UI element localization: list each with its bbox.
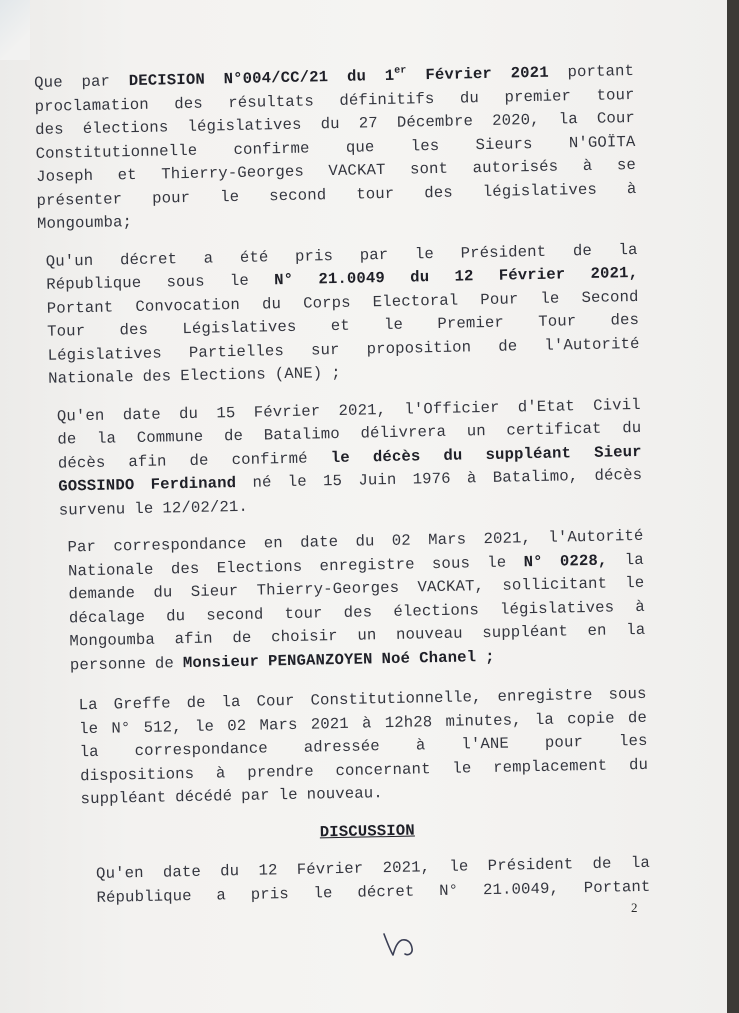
word: de <box>186 693 206 713</box>
word: le <box>414 244 435 263</box>
word: de <box>223 426 244 446</box>
word: de <box>592 854 612 873</box>
word: Portant <box>46 297 114 318</box>
word: pour <box>544 733 584 752</box>
word: à <box>215 763 226 782</box>
word: 2021 <box>310 714 349 734</box>
word: des <box>34 120 64 139</box>
word: Second <box>581 287 639 307</box>
word: 2020, <box>491 110 540 130</box>
word: 02 <box>227 716 247 735</box>
word: des <box>142 367 172 386</box>
word: date <box>122 405 161 424</box>
paragraph <box>47 683 649 813</box>
word: 512, <box>143 717 182 737</box>
paragraph <box>34 60 637 237</box>
bold-word: Chanel <box>418 647 477 667</box>
word: N° <box>439 881 459 900</box>
word: la <box>221 692 241 712</box>
bold-word: 21.0049 <box>318 268 386 289</box>
word: tour <box>596 85 635 105</box>
word: Mongoumba; <box>36 213 133 233</box>
word: le <box>625 573 645 593</box>
word: le <box>194 717 215 736</box>
word: du <box>153 583 173 602</box>
word: survenu <box>58 499 126 520</box>
word: Thierry-Georges <box>256 578 400 600</box>
word: 2021, <box>483 529 532 549</box>
word: élections <box>393 600 480 621</box>
word: de <box>498 336 518 356</box>
word: pris <box>250 884 289 904</box>
bold-word: du <box>346 67 367 86</box>
word: se <box>616 155 637 175</box>
bold-word: Février <box>498 265 566 285</box>
word: 21.0049, <box>482 879 560 899</box>
word: autorisés <box>472 157 559 178</box>
word: a <box>203 248 214 268</box>
word: Qu'un <box>45 251 94 271</box>
word: Civil <box>592 395 641 415</box>
word: des <box>343 602 373 622</box>
page-corner-shadow <box>0 0 30 60</box>
word: décès <box>594 465 643 485</box>
word: le <box>449 857 469 876</box>
word: le <box>79 719 99 738</box>
word: enregistre <box>319 554 415 575</box>
word: et <box>117 165 137 185</box>
word: Batalimo, <box>492 467 579 487</box>
word: confirmé <box>231 449 308 469</box>
word: la <box>96 429 117 448</box>
word: des <box>119 320 149 340</box>
word: Joseph <box>35 166 94 186</box>
word: Constitutionnelle, <box>310 688 482 710</box>
word: Elections <box>216 557 303 577</box>
word: Juin <box>358 470 397 490</box>
word: définitifs <box>339 89 435 110</box>
word: date <box>162 862 202 882</box>
word: proclamation <box>34 95 149 116</box>
word: VACKAT <box>328 160 386 181</box>
word: un <box>357 626 377 645</box>
word: Mars <box>427 530 467 550</box>
bold-word: Noé <box>381 649 411 668</box>
word: par <box>81 72 111 92</box>
word: 12 <box>258 861 278 880</box>
document-body <box>34 60 651 911</box>
word: le <box>487 553 507 572</box>
word: décret <box>119 249 178 269</box>
word: sous <box>166 272 205 292</box>
word: Partielles <box>188 341 285 362</box>
word: le <box>134 499 154 518</box>
bold-word: décès <box>372 446 421 466</box>
word: nouveau. <box>306 784 383 804</box>
word: à <box>415 736 426 755</box>
word: enregistre <box>497 685 593 706</box>
word: les <box>618 731 648 751</box>
word: Sieur <box>190 582 239 601</box>
word: décret <box>357 882 415 902</box>
word: législatives <box>482 180 598 201</box>
word: remplacement <box>492 756 608 777</box>
word: prendre <box>247 762 314 782</box>
word: demande <box>68 584 136 604</box>
word: le <box>229 271 250 291</box>
word: confirme <box>233 138 310 159</box>
word: l'Autorité <box>548 526 644 547</box>
word: tour <box>356 184 395 204</box>
word: l'Officier <box>404 398 500 419</box>
word: législatives <box>499 597 615 619</box>
word: à <box>466 469 477 488</box>
superscript: er <box>394 65 407 77</box>
paragraph <box>43 525 646 678</box>
bold-word: du <box>443 445 463 465</box>
word: par <box>359 245 389 264</box>
bold-word: Sieur <box>594 442 642 462</box>
word: Par <box>67 537 97 557</box>
word: des <box>424 183 453 202</box>
word: de <box>189 451 209 470</box>
word: le <box>452 758 472 778</box>
word: Corps <box>302 293 351 313</box>
word: suppléant <box>482 622 569 643</box>
word: délivrera <box>360 422 447 443</box>
word: la <box>626 620 646 640</box>
word: Février <box>296 859 364 879</box>
handwritten-initials <box>378 928 426 960</box>
word: choisir <box>270 627 338 647</box>
word: du <box>261 294 282 313</box>
word: portant <box>567 61 635 82</box>
word: par <box>241 786 270 805</box>
word: pris <box>294 246 334 266</box>
word: du <box>622 418 642 438</box>
word: la <box>558 110 578 129</box>
word: Pour <box>480 289 519 309</box>
word: le <box>287 472 307 491</box>
word: Tour <box>538 312 577 331</box>
word: du <box>459 88 480 107</box>
word: ; <box>331 363 342 383</box>
word: que <box>345 137 375 157</box>
word: le <box>220 187 240 206</box>
word: (ANE) <box>274 364 323 384</box>
paragraph <box>41 393 643 523</box>
word: de <box>627 708 648 727</box>
bold-word: suppléant <box>485 443 572 464</box>
word: les <box>410 136 440 155</box>
word: a <box>216 885 227 905</box>
word: d'Etat <box>517 396 576 416</box>
bold-word: GOSSINDO <box>58 476 135 496</box>
word: VACKAT, <box>417 577 485 597</box>
bold-word: N°004/CC/21 <box>223 68 329 89</box>
word: date <box>299 532 339 552</box>
word: minutes, <box>445 710 522 731</box>
word: décalage <box>68 607 146 627</box>
word: un <box>466 422 486 441</box>
word: Constitutionnelle <box>35 141 198 163</box>
word: du <box>220 862 240 881</box>
word: à <box>626 179 637 198</box>
bold-word: le <box>330 448 350 467</box>
word: N° <box>111 718 131 738</box>
word: sollicitant <box>502 574 608 595</box>
word: sous <box>431 553 471 573</box>
word: à <box>361 713 372 733</box>
word: de <box>572 241 593 260</box>
word: afin <box>128 451 167 471</box>
bold-word: N° <box>273 270 294 290</box>
word: le <box>540 289 560 308</box>
word: 2021, <box>338 400 387 420</box>
word: résultats <box>228 91 315 112</box>
word: élections <box>82 118 169 139</box>
word: Elections <box>180 365 266 386</box>
word: du <box>628 755 649 774</box>
word: Février <box>253 401 321 422</box>
word: suppléant <box>80 788 167 809</box>
bold-word: ; <box>484 647 495 666</box>
word: Electoral <box>372 291 459 311</box>
word: de <box>154 653 175 673</box>
word: Nationale <box>47 368 134 388</box>
word: né <box>252 473 272 492</box>
word: du <box>320 114 340 134</box>
word: et <box>330 316 350 336</box>
word: à <box>582 156 593 176</box>
word: des <box>610 310 640 330</box>
word: l'Autorité <box>544 334 640 355</box>
word: proposition <box>366 337 472 358</box>
word: Convocation <box>135 295 241 316</box>
word: Législatives <box>47 343 162 365</box>
bold-word: Monsieur <box>182 652 260 672</box>
word: Cour <box>256 691 295 711</box>
word: le <box>383 315 404 335</box>
word: le <box>313 883 333 903</box>
bold-word: Février <box>425 64 493 85</box>
word: nouveau <box>395 624 463 644</box>
word: le <box>278 785 298 805</box>
word: Nationale <box>67 560 154 580</box>
word: la <box>534 710 555 729</box>
word: Décembre <box>396 112 474 132</box>
word: du <box>165 606 186 625</box>
word: adressée <box>303 737 381 757</box>
bold-word: 1er <box>384 65 407 85</box>
word: Cour <box>596 108 636 128</box>
word: République <box>96 886 192 907</box>
word: Tour <box>47 322 86 341</box>
word: République <box>46 273 142 294</box>
word: second <box>269 185 327 205</box>
word: N'GOÏTA <box>568 132 636 152</box>
word: 27 <box>358 114 379 133</box>
word: l'ANE <box>461 734 510 754</box>
word: la <box>79 742 99 762</box>
bold-word: DECISION <box>128 70 206 91</box>
word: Mars <box>259 715 298 735</box>
word: 2021, <box>382 858 431 878</box>
word: été <box>239 247 269 267</box>
word: des <box>170 559 200 578</box>
bold-word: du <box>410 268 430 287</box>
bold-word: 12 <box>454 267 474 286</box>
bold-word: PENGANZOYEN <box>267 649 373 670</box>
word: Mongoumba <box>69 630 156 651</box>
bold-word: Ferdinand <box>150 474 237 494</box>
word: décès <box>57 453 106 473</box>
word: Qu'en <box>56 406 105 426</box>
word: la <box>630 853 651 873</box>
word: du <box>355 532 375 551</box>
word: du <box>178 404 199 423</box>
word: second <box>206 605 264 625</box>
word: tour <box>284 603 323 623</box>
word: sont <box>409 159 449 179</box>
paragraph <box>38 238 641 391</box>
word: 02 <box>391 531 412 550</box>
word: décédé <box>174 787 233 807</box>
word: certificat <box>506 419 602 440</box>
word: Batalimo <box>263 424 340 445</box>
word: Sieurs <box>475 134 533 154</box>
section-heading: DISCUSSION <box>319 821 416 841</box>
word: en <box>263 534 283 553</box>
bold-word: 2021, <box>590 263 639 283</box>
word: La <box>78 695 98 715</box>
word: sur <box>310 340 340 359</box>
word: dispositions <box>79 764 195 785</box>
word: personne <box>69 654 147 674</box>
bold-word: N° <box>523 552 543 571</box>
word: présenter <box>36 189 123 210</box>
word: 12/02/21. <box>162 497 249 518</box>
word: Portant <box>583 877 651 897</box>
word: Que <box>34 73 63 92</box>
page-number: 2 <box>631 900 638 915</box>
word: en <box>587 621 607 641</box>
word: la <box>624 550 644 569</box>
word: de <box>232 628 252 648</box>
word: pour <box>151 188 191 208</box>
word: Législatives <box>182 317 297 339</box>
word: sous <box>608 684 647 704</box>
word: Premier <box>437 313 505 333</box>
word: correspondance <box>134 739 268 761</box>
word: 1976 <box>412 469 451 489</box>
word: Thierry-Georges <box>161 162 305 184</box>
word: Greffe <box>113 694 171 714</box>
word: de <box>57 430 77 449</box>
word: Président <box>487 855 574 876</box>
word: copie <box>566 708 615 728</box>
bold-word: 2021 <box>510 63 549 83</box>
word: premier <box>504 86 572 107</box>
word: Qu'en <box>95 863 144 883</box>
word: Commune <box>136 427 204 448</box>
word: des <box>174 94 203 113</box>
word: 15 <box>216 403 236 422</box>
word: correspondance <box>113 534 247 556</box>
bold-word: 0228, <box>559 551 608 571</box>
word: concernant <box>335 759 431 780</box>
word: législatives <box>187 115 302 136</box>
word: à <box>635 597 645 616</box>
word: 12h28 <box>384 712 433 732</box>
word: afin <box>174 629 213 649</box>
word: la <box>618 240 638 259</box>
word: 15 <box>322 471 343 491</box>
word: Président <box>460 242 547 262</box>
